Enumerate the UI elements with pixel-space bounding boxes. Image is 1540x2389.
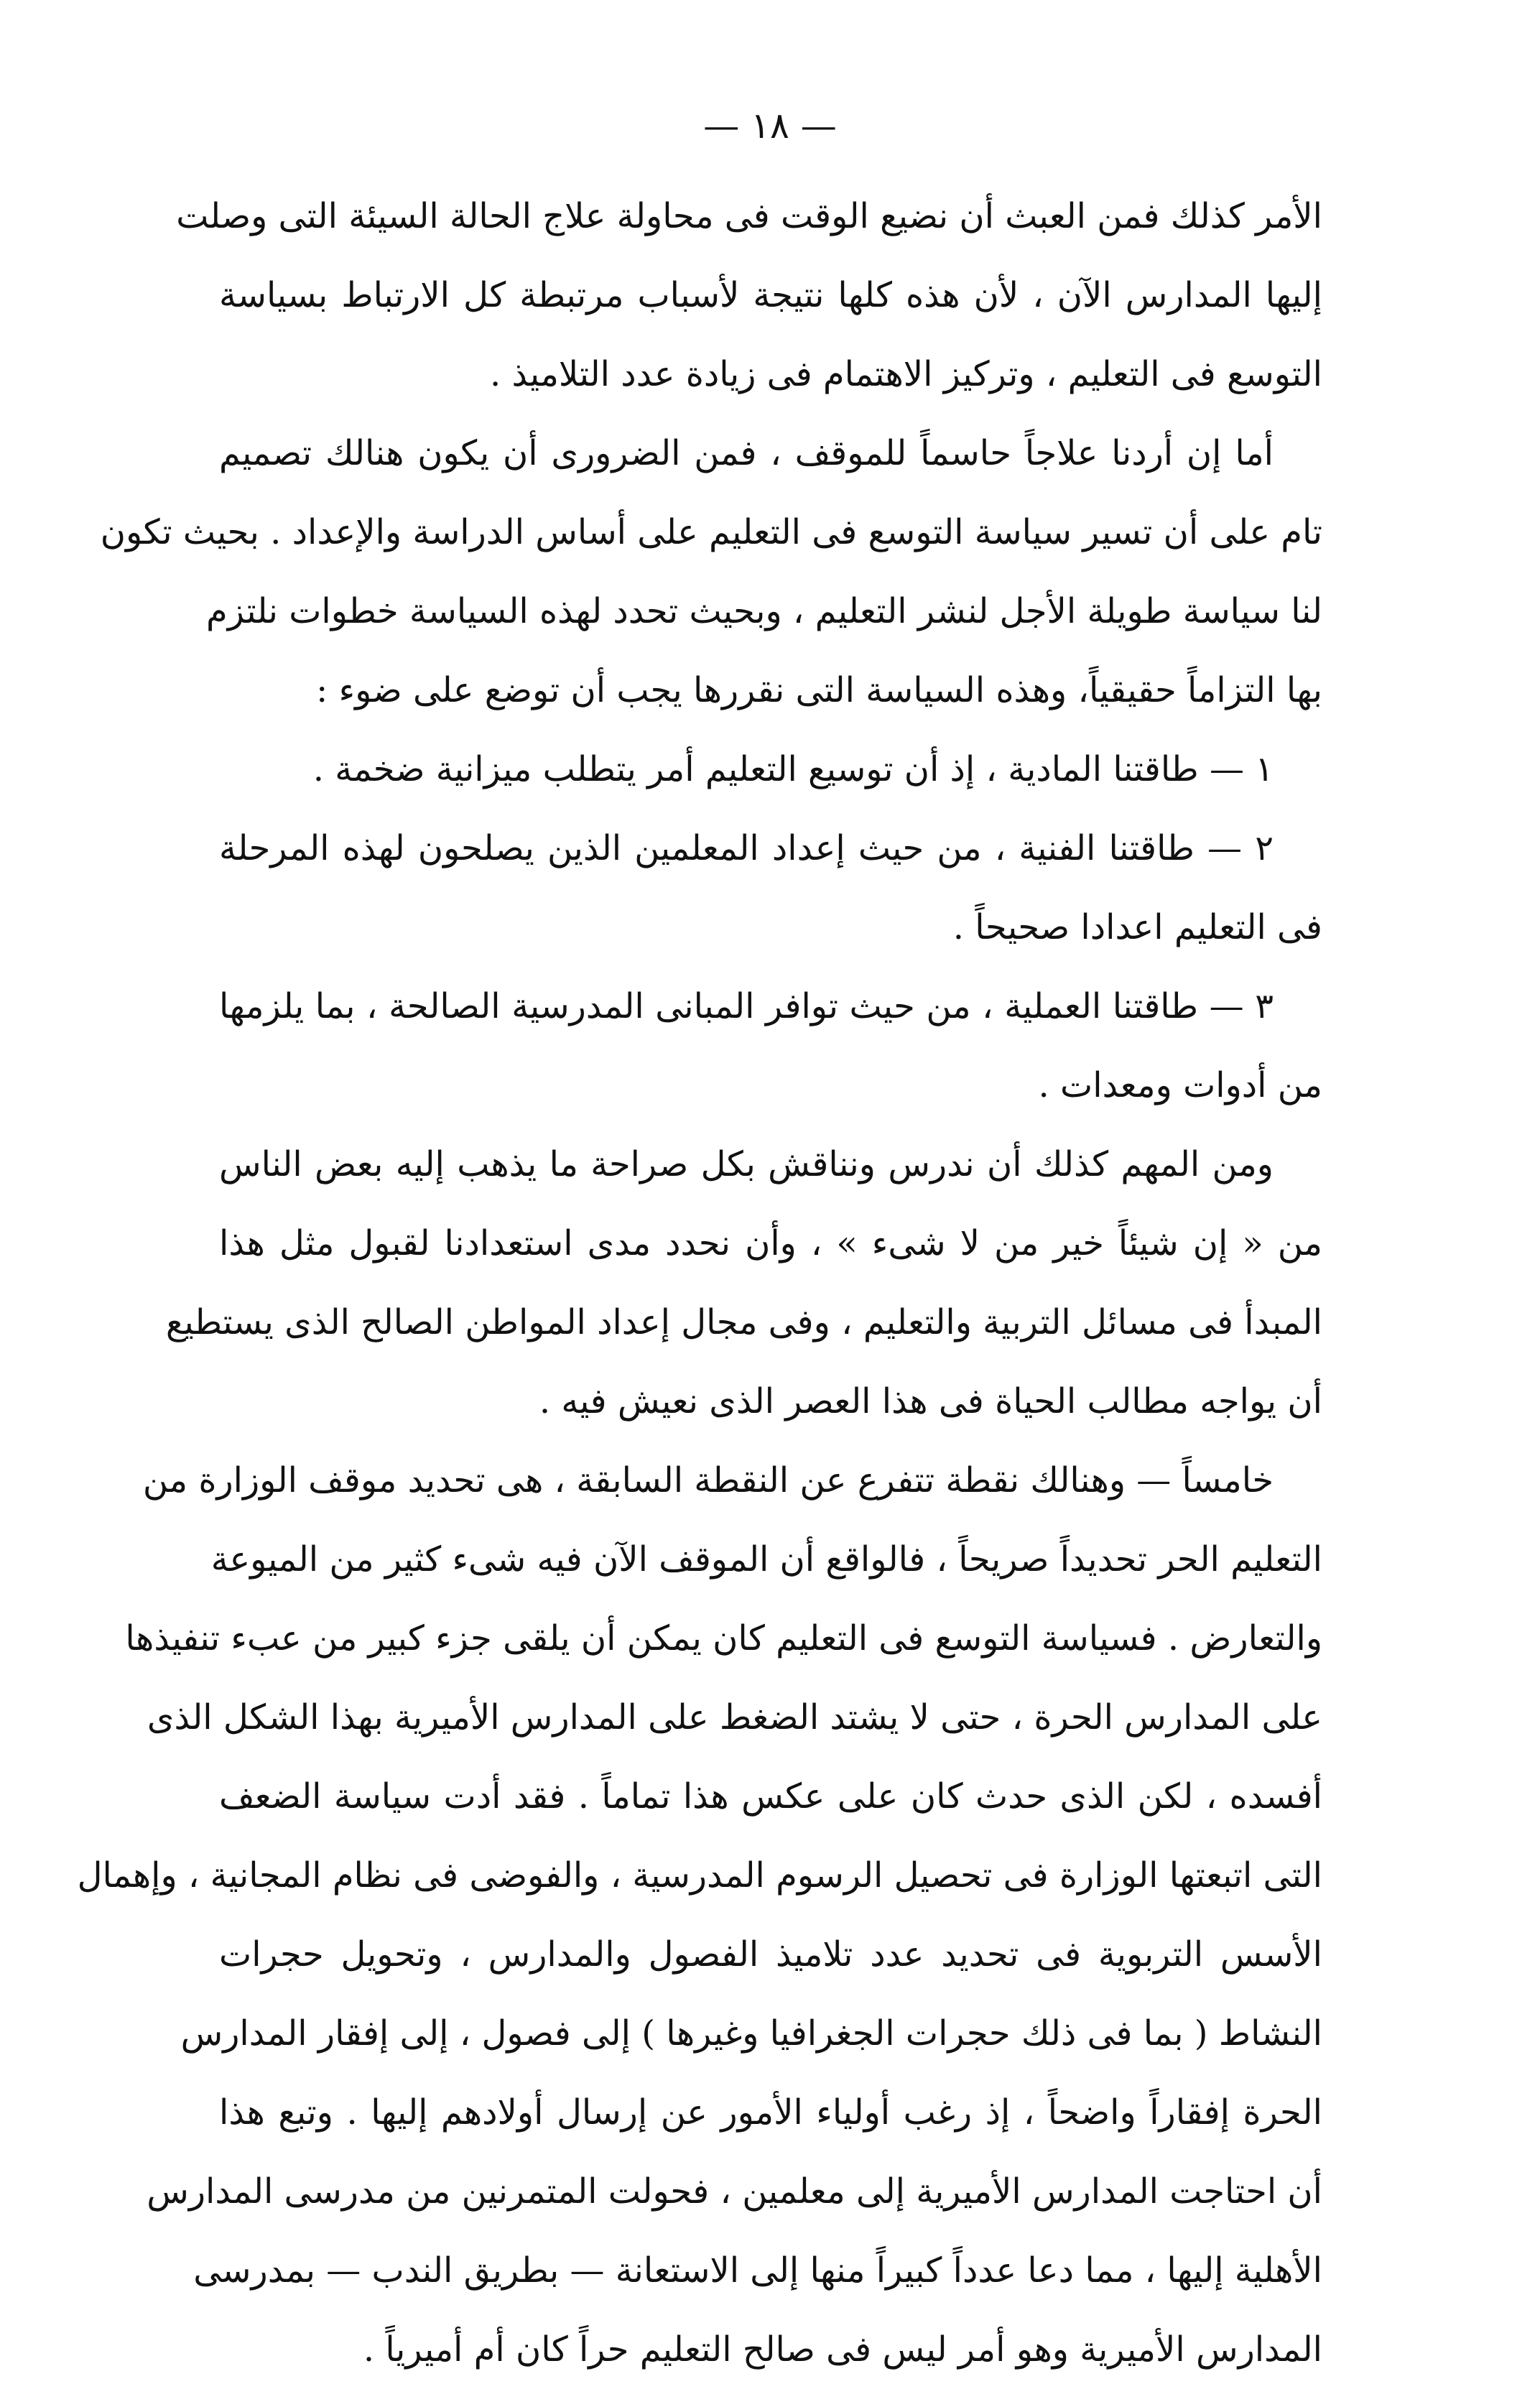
text-line: فى التعليم اعدادا صحيحاً . <box>952 907 1322 947</box>
text-line: من « إن شيئاً خير من لا شىء » ، وأن نحدد مدى استعدادنا لقبول مثل هذا <box>219 1223 1322 1263</box>
text-line: تام على أن تسير سياسة التوسع فى التعليم على أساس الدراسة والإعداد . بحيث تكون <box>100 512 1322 552</box>
text-line: التعليم الحر تحديداً صريحاً ، فالواقع أن الموقف الآن فيه شىء كثير من الميوعة <box>210 1539 1322 1579</box>
text-line: المبدأ فى مسائل التربية والتعليم ، وفى مجال إعداد المواطن الصالح الذى يستطيع <box>165 1302 1322 1342</box>
text-line: بها التزاماً حقيقياً، وهذه السياسة التى نقررها يجب أن توضع على ضوء : <box>316 670 1322 710</box>
text-line: إليها المدارس الآن ، لأن هذه كلها نتيجة لأسباب مرتبطة كل الارتباط بسياسة <box>219 275 1322 315</box>
text-line: الأهلية إليها ، مما دعا عدداً كبيراً منها إلى الاستعانة — بطريق الندب — بمدرسى <box>193 2250 1322 2291</box>
text-line: أفسده ، لكن الذى حدث كان على عكس هذا تماماً . فقد أدت سياسة الضعف <box>219 1776 1322 1817</box>
text-line: المدارس الأميرية وهو أمر ليس فى صالح التعليم حراً كان أم أميرياً . <box>363 2329 1322 2370</box>
text-line: والتعارض . فسياسة التوسع فى التعليم كان يمكن أن يلقى جزء كبير من عبء تنفيذها <box>125 1618 1322 1659</box>
text-line: أن يواجه مطالب الحياة فى هذا العصر الذى نعيش فيه . <box>539 1381 1322 1421</box>
text-line: ٢ — طاقتنا الفنية ، من حيث إعداد المعلمين الذين يصلحون لهذه المرحلة <box>219 828 1274 868</box>
text-line: الحرة إفقاراً واضحاً ، إذ رغب أولياء الأمور عن إرسال أولادهم إليها . وتبع هذا <box>219 2092 1322 2133</box>
text-line: التى اتبعتها الوزارة فى تحصيل الرسوم المدرسية ، والفوضى فى نظام المجانية ، وإهمال <box>77 1855 1322 1896</box>
text-line: أن احتاجت المدارس الأميرية إلى معلمين ، فحولت المتمرنين من مدرسى المدارس <box>147 2171 1322 2212</box>
text-line: على المدارس الحرة ، حتى لا يشتد الضغط على المدارس الأميرية بهذا الشكل الذى <box>147 1697 1322 1738</box>
text-line: ٣ — طاقتنا العملية ، من حيث توافر المبانى المدرسية الصالحة ، بما يلزمها <box>219 986 1274 1026</box>
body-text <box>77 177 1322 2389</box>
text-line: ومن المهم كذلك أن ندرس ونناقش بكل صراحة ما يذهب إليه بعض الناس <box>219 1144 1274 1184</box>
text-line: خامساً — وهنالك نقطة تتفرع عن النقطة السابقة ، هى تحديد موقف الوزارة من <box>142 1460 1274 1500</box>
text-line: التوسع فى التعليم ، وتركيز الاهتمام فى زيادة عدد التلاميذ . <box>490 354 1322 394</box>
text-line: ١ — طاقتنا المادية ، إذ أن توسيع التعليم أمر يتطلب ميزانية ضخمة . <box>312 749 1274 789</box>
text-line: لنا سياسة طويلة الأجل لنشر التعليم ، وبحيث تحدد لهذه السياسة خطوات نلتزم <box>206 591 1322 631</box>
text-line: النشاط ( بما فى ذلك حجرات الجغرافيا وغيرها ) إلى فصول ، إلى إفقار المدارس <box>180 2013 1322 2054</box>
text-line: أما إن أردنا علاجاً حاسماً للموقف ، فمن الضرورى أن يكون هنالك تصميم <box>219 433 1274 473</box>
text-line: الأسس التربوية فى تحديد عدد تلاميذ الفصول والمدارس ، وتحويل حجرات <box>219 1934 1322 1975</box>
page-number: — ١٨ — <box>703 105 837 147</box>
text-line: من أدوات ومعدات . <box>1038 1065 1322 1105</box>
text-line: الأمر كذلك فمن العبث أن نضيع الوقت فى محاولة علاج الحالة السيئة التى وصلت <box>176 196 1322 236</box>
